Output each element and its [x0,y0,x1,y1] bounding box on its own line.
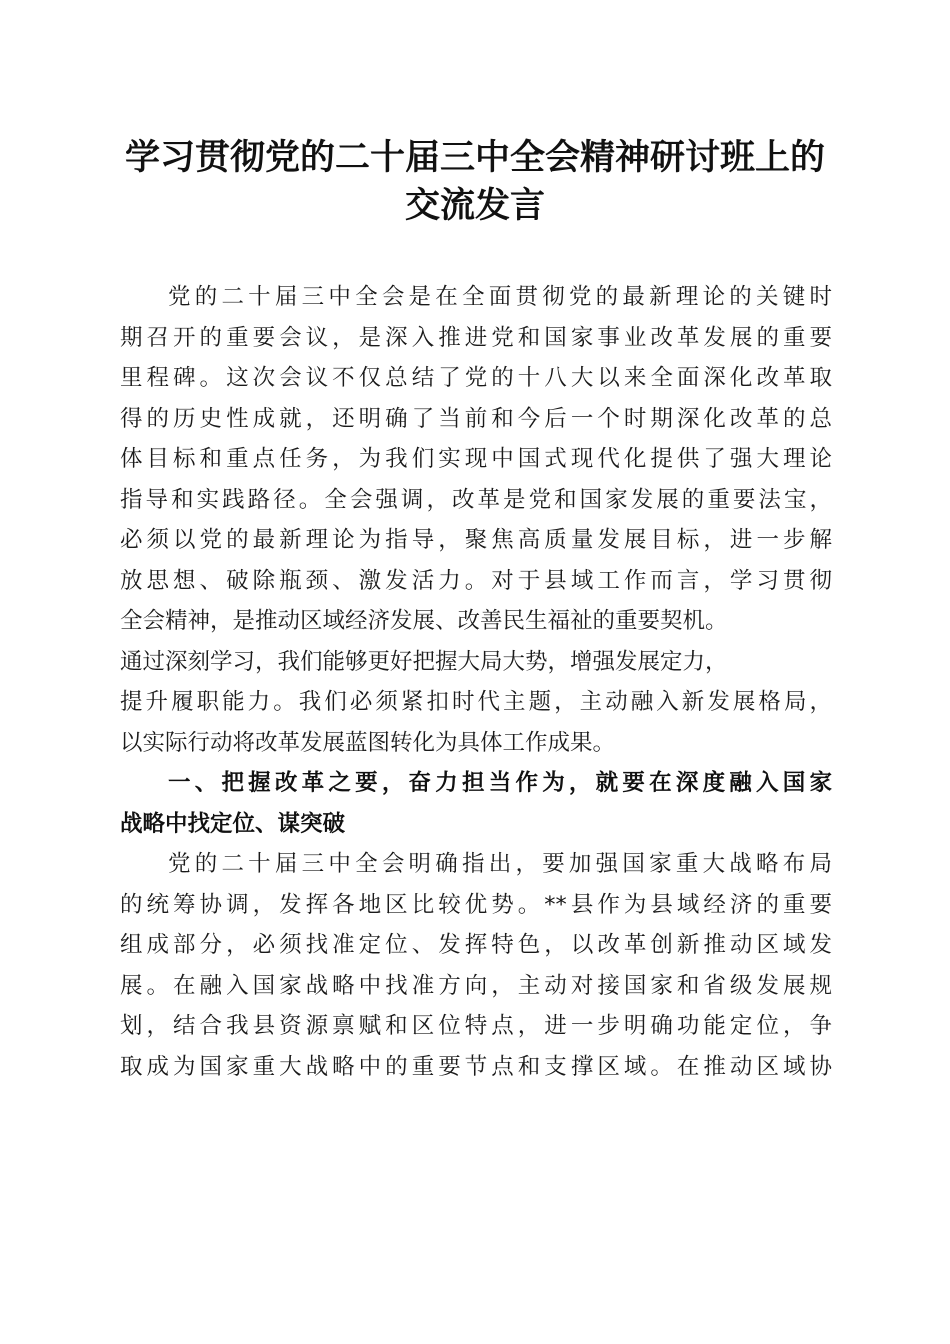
paragraph-line: 划，结合我县资源禀赋和区位特点，进一步明确功能定位，争 [120,1013,832,1039]
paragraph-line: 党的二十届三中全会明确指出，要加强国家重大战略布局 [168,851,832,877]
heading-line: 一、把握改革之要，奋力担当作为，就要在深度融入国家 [168,770,832,796]
section-1-heading [120,763,832,844]
title-line-1: 学习贯彻党的二十届三中全会精神研讨班上的 [124,137,825,178]
section-1-paragraph [120,844,832,1087]
paragraph-line: 组成部分，必须找准定位、发挥特色，以改革创新推动区域发 [120,932,832,958]
paragraph-line: 指导和实践路径。全会强调，改革是党和国家发展的重要法宝， [120,486,832,513]
document-body [120,277,832,1087]
paragraph-line: 展。在融入国家战略中找准方向，主动对接国家和省级发展规 [120,972,832,999]
title-line-2: 交流发言 [404,185,545,226]
paragraph-line: 全会精神，是推动区域经济发展、改善民生福祉的重要契机。 [120,608,728,634]
paragraph-line: 得的历史性成就，还明确了当前和今后一个时期深化改革的总 [120,405,832,432]
paragraph-line: 通过深刻学习，我们能够更好把握大局大势，增强发展定力， [120,648,728,675]
paragraph-line: 期召开的重要会议，是深入推进党和国家事业改革发展的重要 [120,324,832,351]
paragraph-line: 以实际行动将改革发展蓝图转化为具体工作成果。 [120,729,616,756]
paragraph-line: 党的二十届三中全会是在全面贯彻党的最新理论的关键时 [168,284,832,310]
intro-paragraph [120,277,832,763]
heading-line: 战略中找定位、谋突破 [120,810,346,837]
document-title [110,134,840,230]
paragraph-line: 放思想、破除瓶颈、激发活力。对于县域工作而言，学习贯彻 [120,567,832,594]
paragraph-line: 里程碑。这次会议不仅总结了党的十八大以来全面深化改革取 [120,365,832,391]
paragraph-line: 提升履职能力。我们必须紧扣时代主题，主动融入新发展格局， [120,689,832,715]
paragraph-line: 体目标和重点任务，为我们实现中国式现代化提供了强大理论 [120,446,832,472]
paragraph-line: 必须以党的最新理论为指导，聚焦高质量发展目标，进一步解 [120,527,832,553]
paragraph-line: 取成为国家重大战略中的重要节点和支撑区域。在推动区域协 [120,1053,832,1080]
paragraph-line: 的统筹协调，发挥各地区比较优势。**县作为县域经济的重要 [120,891,832,918]
